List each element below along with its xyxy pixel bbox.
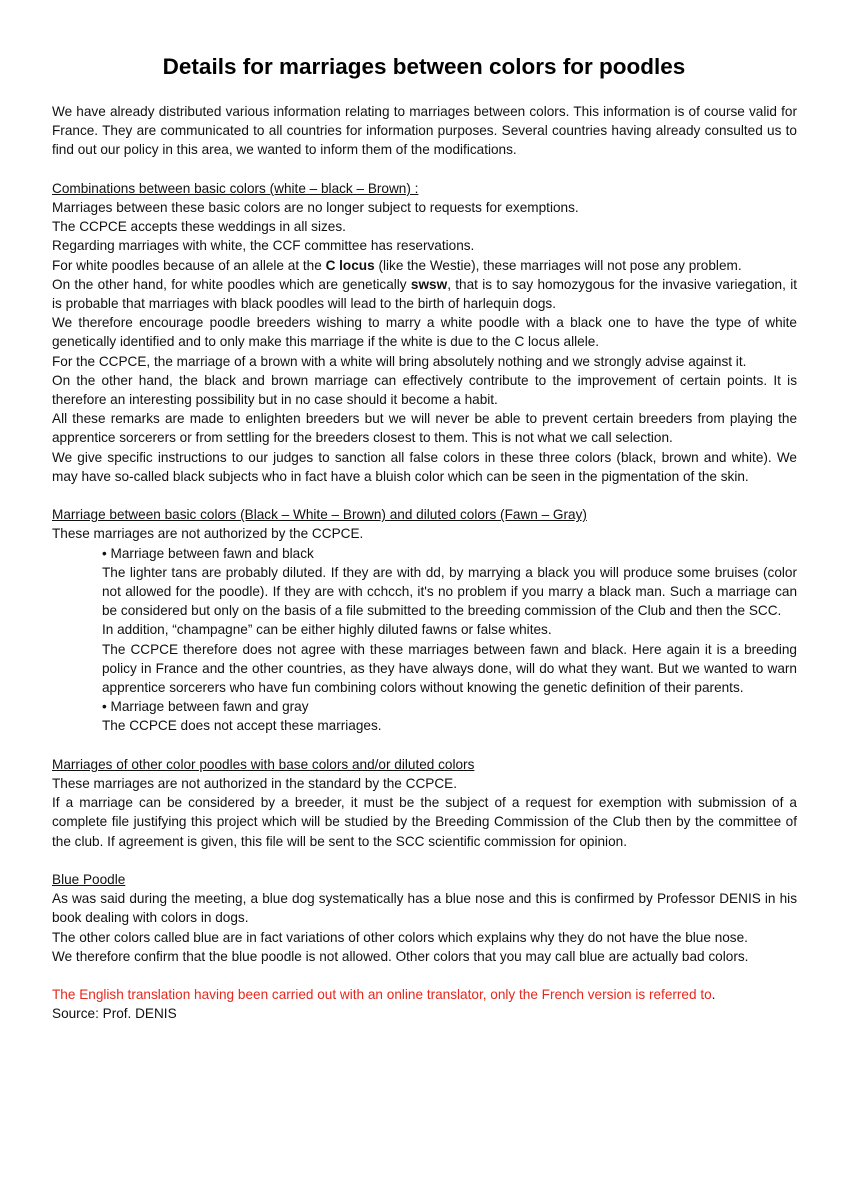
- section-basic-colors: [52, 179, 797, 486]
- spacer: [52, 966, 797, 985]
- paragraph: On the other hand, the black and brown marriage can effectively contribute to the improvement of certain points. It is therefore an interesting possibility but in no case should it become a habit.: [52, 372, 797, 408]
- spacer: [52, 851, 797, 870]
- source-line: Source: Prof. DENIS: [52, 1006, 177, 1022]
- paragraph: We therefore confirm that the blue poodle is not allowed. Other colors that you may call blue are actually bad colors.: [52, 948, 749, 964]
- footer: [52, 985, 797, 1023]
- paragraph: Regarding marriages with white, the CCF committee has reservations.: [52, 238, 475, 254]
- paragraph: The CCPCE therefore does not agree with these marriages between fawn and black. Here again it is a breeding policy in France and the other countries, as they have always done, will do what they want. But we wanted to warn apprentice sorcerers who have fun combining colors without knowing the genetic definition of their parents.: [102, 641, 797, 696]
- spacer: [52, 160, 797, 179]
- page-title: Details for marriages between colors for poodles: [162, 54, 686, 79]
- paragraph: On the other hand, for white poodles which are genetically swsw, that is to say homozygous for the invasive variegation, it is probable that marriages with black poodles will lead to the birth of harlequin dogs.: [52, 276, 797, 312]
- paragraph: These marriages are not authorized in the standard by the CCPCE.: [52, 776, 458, 792]
- paragraph: For the CCPCE, the marriage of a brown with a white will bring absolutely nothing and we strongly advise against it.: [52, 353, 747, 369]
- section-blue-poodle: [52, 870, 797, 966]
- translation-note-text: The English translation having been carried out with an online translator, only the French version is referred to: [52, 987, 712, 1003]
- paragraph: These marriages are not authorized by the CCPCE.: [52, 526, 364, 542]
- spacer: [52, 736, 797, 755]
- bullet-item: • Marriage between fawn and gray: [102, 699, 309, 715]
- paragraph: If a marriage can be considered by a breeder, it must be the subject of a request for exemption with submission of a complete file justifying this project which will be studied by the Breeding Commission of the Club then by the committee of the club. If agreement is given, this file will be sent to the SCC scientific commission for opinion.: [52, 795, 797, 849]
- paragraph: Marriages between these basic colors are no longer subject to requests for exemptions.: [52, 200, 579, 215]
- bold-term: C locus: [325, 257, 375, 273]
- section-other-colors: [52, 755, 797, 851]
- bold-term: swsw: [410, 276, 448, 292]
- paragraph: We give specific instructions to our judges to sanction all false colors in these three colors (black, brown and white). We may have so-called black subjects who in fact have a bluish color which can be seen in the pigmentation of the skin.: [52, 449, 797, 484]
- paragraph: As was said during the meeting, a blue dog systematically has a blue nose and this is confirmed by Professor DENIS in his book dealing with colors in dogs.: [52, 891, 797, 926]
- translation-note: The English translation having been carried out with an online translator, only the French version is referred to.: [52, 987, 716, 1003]
- paragraph: We therefore encourage poodle breeders wishing to marry a white poodle with a black one to have the type of white genetically identified and to only make this marriage if the white is due to the C locus allele.: [52, 315, 797, 350]
- paragraph: The CCPCE does not accept these marriages.: [102, 718, 382, 734]
- paragraph: In addition, “champagne” can be either highly diluted fawns or false whites.: [102, 622, 552, 638]
- document-body: [52, 102, 797, 1024]
- section-heading: Blue Poodle: [52, 872, 126, 888]
- paragraph: The other colors called blue are in fact variations of other colors which explains why they do not have the blue nose.: [52, 929, 748, 945]
- indented-block: [52, 544, 797, 736]
- section-heading: Combinations between basic colors (white – black – Brown) :: [52, 180, 419, 196]
- section-heading: Marriage between basic colors (Black – White – Brown) and diluted colors (Fawn – Gray): [52, 507, 587, 523]
- intro-paragraph: We have already distributed various information relating to marriages between colors. This information is of course valid for France. They are communicated to all countries for information purposes. Several countries having already consulted us to find out our policy in this area, we wanted to inform them of the modifications.: [52, 104, 797, 158]
- paragraph: All these remarks are made to enlighten breeders but we will never be able to prevent certain breeders from playing the apprentice sorcerers or from settling for the breeders closest to them. This is not what we call selection.: [52, 411, 797, 446]
- paragraph: The CCPCE accepts these weddings in all sizes.: [52, 219, 346, 235]
- section-heading: Marriages of other color poodles with base colors and/or diluted colors: [52, 756, 475, 772]
- paragraph: For white poodles because of an allele at the C locus (like the Westie), these marriages will not pose any problem.: [52, 257, 742, 273]
- paragraph: The lighter tans are probably diluted. If they are with dd, by marrying a black you will produce some bruises (color not allowed for the poodle). If they are with cchcch, it's no problem if you marry a black man. Such a marriage can be considered but only on the basis of a file submitted to the breeding commission of the Club and then the SCC.: [102, 564, 797, 619]
- bullet-item: • Marriage between fawn and black: [102, 545, 314, 561]
- section-diluted-colors: [52, 505, 797, 735]
- spacer: [52, 486, 797, 505]
